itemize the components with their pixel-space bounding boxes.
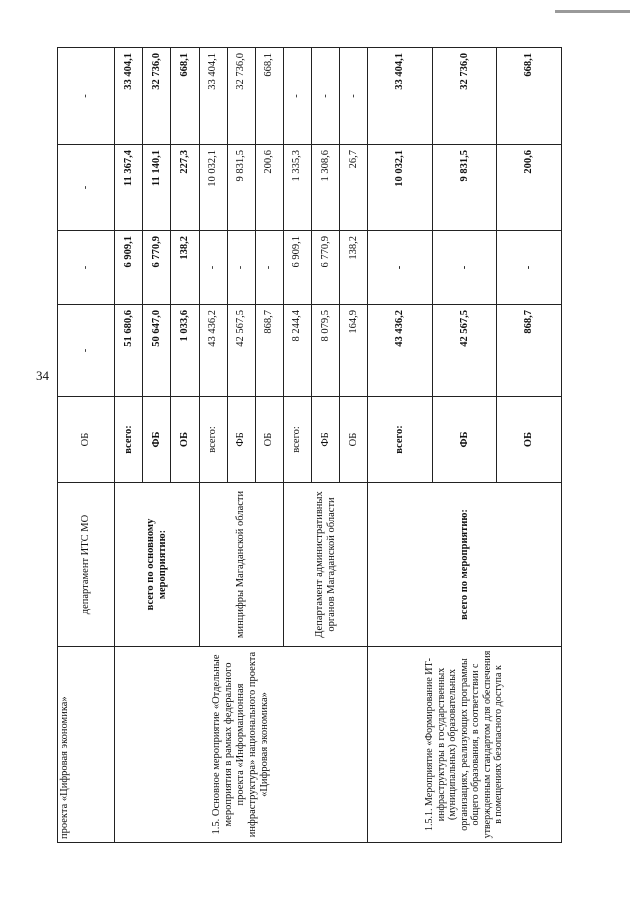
value-cell: 50 647,0 — [143, 305, 171, 397]
source-cell: ФБ — [143, 397, 171, 483]
value-cell: - — [497, 231, 562, 305]
value-cell: - — [58, 305, 115, 397]
executor-cell: Департамент административных органов Магаданской области — [283, 483, 367, 647]
value-cell: - — [58, 48, 115, 145]
value-cell: - — [283, 48, 311, 145]
value-cell: 42 567,5 — [227, 305, 255, 397]
value-cell: 868,7 — [497, 305, 562, 397]
value-cell: 138,2 — [171, 231, 199, 305]
table-row — [368, 48, 433, 843]
value-cell: 43 436,2 — [368, 305, 433, 397]
value-cell: 6 770,9 — [143, 231, 171, 305]
value-cell: 1 308,6 — [312, 145, 340, 231]
value-cell: 668,1 — [497, 48, 562, 145]
source-cell: ФБ — [227, 397, 255, 483]
value-cell: - — [199, 231, 227, 305]
value-cell: 10 032,1 — [368, 145, 433, 231]
source-cell: ФБ — [312, 397, 340, 483]
source-cell: ОБ — [58, 397, 115, 483]
measure-name-cell: проекта «Цифровая экономика» — [58, 647, 115, 843]
value-cell: - — [58, 145, 115, 231]
source-cell: всего: — [368, 397, 433, 483]
value-cell: 51 680,6 — [115, 305, 143, 397]
budget-table — [57, 47, 562, 843]
value-cell: - — [227, 231, 255, 305]
value-cell: - — [58, 231, 115, 305]
value-cell: 11 367,4 — [115, 145, 143, 231]
page-number: 34 — [36, 368, 49, 383]
value-cell: 227,3 — [171, 145, 199, 231]
source-cell: всего: — [115, 397, 143, 483]
measure-name-cell: 1.5. Основное мероприятие «Отдельные мероприятия в рамках федерального проекта «Информационная инфраструктура» национального проекта «Цифровая экономика» — [115, 647, 368, 843]
source-cell: ОБ — [171, 397, 199, 483]
value-cell: 33 404,1 — [199, 48, 227, 145]
measure-name-cell: 1.5.1. Мероприятие «Формирование ИТ-инфраструктуры в государственных (муниципальных) образовательных организациях, реализующих программы общего образования, в соответствии с утвержденным стандартом для обеспечения в помещениях безопасного доступа к — [368, 647, 562, 843]
source-cell: ОБ — [340, 397, 368, 483]
value-cell: 26,7 — [340, 145, 368, 231]
value-cell: 32 736,0 — [143, 48, 171, 145]
value-cell: 42 567,5 — [432, 305, 497, 397]
value-cell: 868,7 — [255, 305, 283, 397]
value-cell: 668,1 — [171, 48, 199, 145]
value-cell: 200,6 — [497, 145, 562, 231]
value-cell: 668,1 — [255, 48, 283, 145]
value-cell: 6 770,9 — [312, 231, 340, 305]
executor-cell: минцифры Магаданской области — [199, 483, 283, 647]
value-cell: 33 404,1 — [115, 48, 143, 145]
value-cell: 33 404,1 — [368, 48, 433, 145]
value-cell: 10 032,1 — [199, 145, 227, 231]
value-cell: 8 079,5 — [312, 305, 340, 397]
value-cell: - — [255, 231, 283, 305]
value-cell: - — [368, 231, 433, 305]
value-cell: - — [432, 231, 497, 305]
source-cell: всего: — [283, 397, 311, 483]
source-cell: ФБ — [432, 397, 497, 483]
table-row — [58, 48, 115, 843]
value-cell: - — [340, 48, 368, 145]
value-cell: 11 140,1 — [143, 145, 171, 231]
value-cell: 1 335,3 — [283, 145, 311, 231]
value-cell: 138,2 — [340, 231, 368, 305]
executor-cell: всего по основному мероприятию: — [115, 483, 199, 647]
value-cell: 200,6 — [255, 145, 283, 231]
value-cell: 6 909,1 — [283, 231, 311, 305]
table-row — [115, 48, 143, 843]
executor-cell: всего по мероприятию: — [368, 483, 562, 647]
source-cell: всего: — [199, 397, 227, 483]
value-cell: 43 436,2 — [199, 305, 227, 397]
source-cell: ОБ — [255, 397, 283, 483]
value-cell: 9 831,5 — [432, 145, 497, 231]
scan-edge-line — [555, 10, 630, 13]
value-cell: 32 736,0 — [432, 48, 497, 145]
value-cell: 9 831,5 — [227, 145, 255, 231]
executor-cell: департамент ИТС МО — [58, 483, 115, 647]
value-cell: - — [312, 48, 340, 145]
value-cell: 6 909,1 — [115, 231, 143, 305]
source-cell: ОБ — [497, 397, 562, 483]
value-cell: 32 736,0 — [227, 48, 255, 145]
value-cell: 164,9 — [340, 305, 368, 397]
rotated-table-wrapper — [57, 48, 562, 843]
value-cell: 1 033,6 — [171, 305, 199, 397]
value-cell: 8 244,4 — [283, 305, 311, 397]
